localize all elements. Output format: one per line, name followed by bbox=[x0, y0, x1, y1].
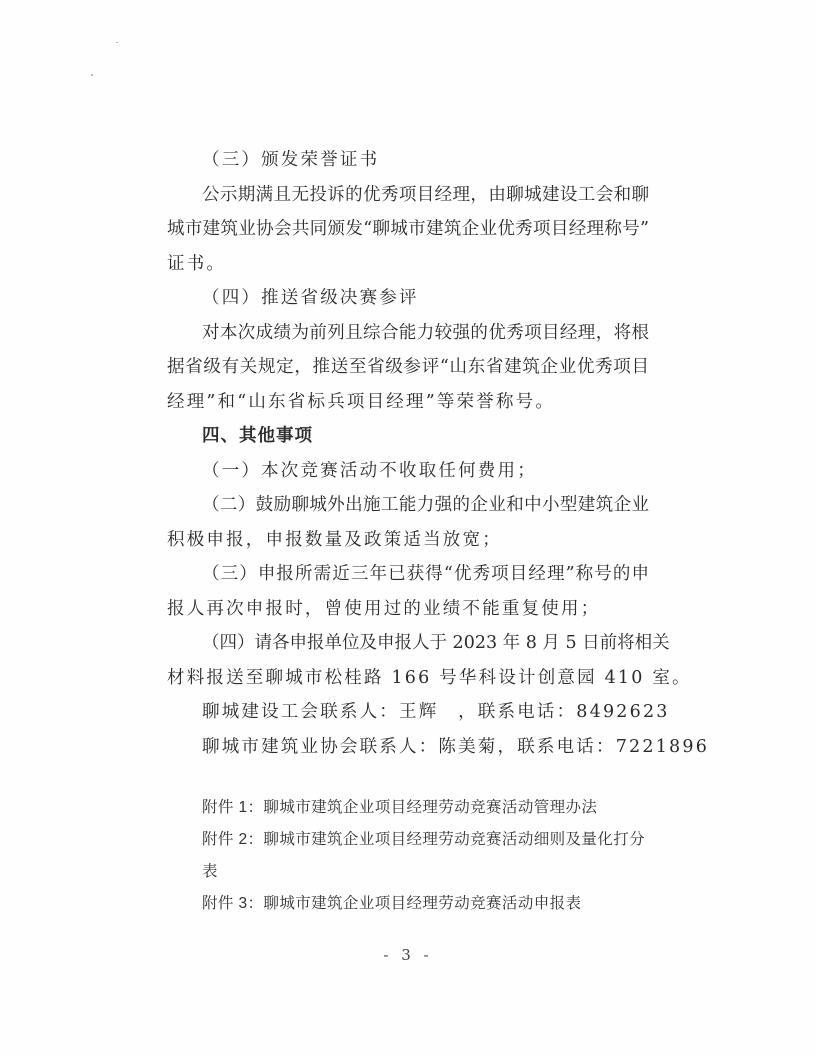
text-line: 积极申报，申报数量及政策适当放宽； bbox=[167, 529, 502, 550]
document-body bbox=[167, 143, 710, 920]
scan-speck bbox=[116, 42, 118, 43]
text-line: （四）请各申报单位及申报人于 2023 年 8 月 5 日前将相关 bbox=[202, 633, 670, 653]
text-line: （二）鼓励聊城外出施工能力强的企业和中小型建筑企业 bbox=[202, 495, 649, 515]
attachment-item: 附件 2：聊城市建筑企业项目经理劳动竞赛活动细则及量化打分表 bbox=[202, 831, 646, 880]
text-line: （四）推送省级决赛参评 bbox=[202, 288, 419, 308]
text-line: 材料报送至聊城市松桂路 166 号华科设计创意园 410 室。 bbox=[167, 667, 692, 688]
text-line: （一）本次竞赛活动不收取任何费用； bbox=[202, 460, 537, 481]
attachment-item: 附件 3：聊城市建筑企业项目经理劳动竞赛活动申报表 bbox=[202, 895, 582, 912]
text-line: （三）颁发荣誉证书 bbox=[202, 150, 380, 170]
text-line: 聊城市建筑业协会联系人：陈美菊，联系电话：7221896 bbox=[202, 736, 710, 757]
text-line: 对本次成绩为前列且综合能力较强的优秀项目经理，将根 bbox=[202, 322, 649, 343]
text-line: 报人再次申报时，曾使用过的业绩不能重复使用； bbox=[167, 598, 601, 619]
text-line: 据省级有关规定，推送至省级参评“山东省建筑企业优秀项目 bbox=[167, 357, 649, 377]
body-paragraphs bbox=[167, 143, 710, 764]
text-line: 聊城建设工会联系人：王辉 ，联系电话：8492623 bbox=[202, 702, 670, 722]
text-line: 城市建筑业协会共同颁发“聊城市建筑企业优秀项目经理称号” bbox=[167, 219, 649, 239]
text-line: 公示期满且无投诉的优秀项目经理，由聊城建设工会和聊 bbox=[202, 184, 649, 205]
attachment-item: 附件 1：聊城市建筑企业项目经理劳动竞赛活动管理办法 bbox=[202, 799, 598, 816]
section-heading: 四、其他事项 bbox=[202, 426, 313, 446]
section-gap bbox=[167, 764, 649, 792]
text-line: 证书。 bbox=[167, 253, 227, 274]
scan-speck bbox=[91, 74, 93, 76]
text-line: 经理”和“山东省标兵项目经理”等荣誉称号。 bbox=[167, 391, 556, 412]
attachment-list bbox=[167, 792, 649, 920]
page-number: - 3 - bbox=[383, 946, 433, 964]
text-line: （三）申报所需近三年已获得“优秀项目经理”称号的申 bbox=[202, 564, 649, 584]
